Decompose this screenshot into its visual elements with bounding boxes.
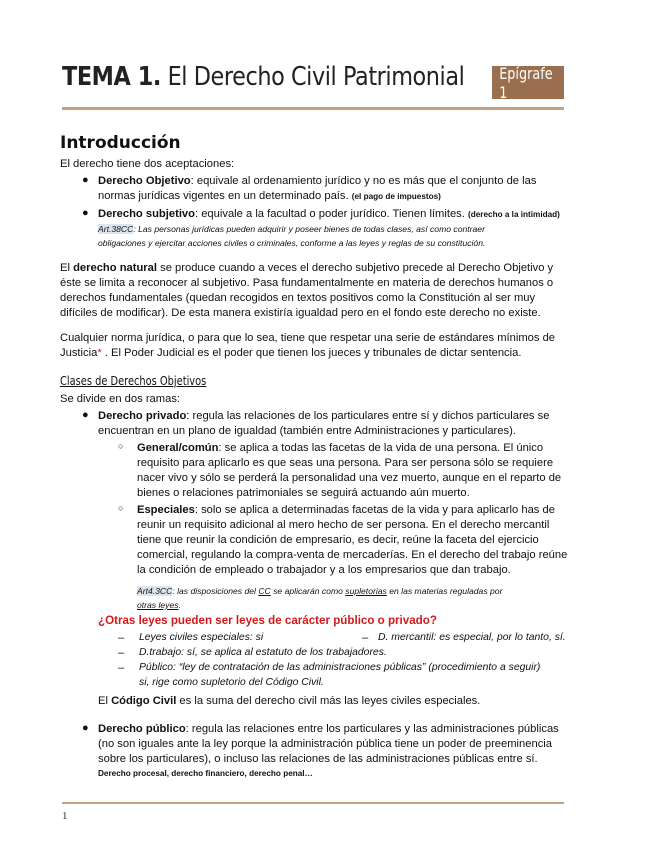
paragraph: El derecho natural se produce cuando a veces el derecho subjetivo precede al Derecho Objetivo y [60,262,554,274]
footnote-marker: * [97,347,102,359]
paragraph: El derecho tiene dos aceptaciones: [60,158,235,170]
dash-item: Leyes civiles especiales: si [139,632,264,643]
list-item: Derecho subjetivo: equivale a la facultad o poder jurídico. Tienen límites. (derecho a la intimidad) [98,208,560,220]
paragraph: El Código Civil es la suma del derecho civil más las leyes civiles especiales. [98,695,481,707]
bullet-icon: ● [82,722,89,734]
paragraph-line: éste se limita a reconocer al subjetivo. Pasa fundamentalmente en materia de derechos humanos o [60,277,554,289]
page-number: 1 [62,810,68,822]
section-heading-clases: Clases de Derechos Objetivos [60,374,207,388]
dash-item-cont: si, rige como supletorio del Código Civil. [139,677,324,688]
header-rule [62,107,564,110]
section-heading-introduccion: Introducción [60,133,181,153]
sub-list-item: Especiales: solo se aplica a determinadas facetas de la vida y para aplicarlo has de [137,504,555,516]
dash-item: Público: “ley de contratación de las administraciones públicas” (procedimiento a seguir) [139,662,541,673]
list-item-cont: sobre los particulares), o incluso las relaciones de las administraciones públicas entre sí. [98,753,538,765]
bullet-icon: ● [82,409,89,421]
paragraph: Cualquier norma jurídica, o para que lo sea, tiene que respetar una serie de estándares mínimos de [60,332,556,344]
sub-list-item-cont: reunir un requisito adicional al mero hecho de ser persona. En el derecho mercantil [137,519,550,531]
article-citation: Art.38CC: Las personas jurídicas pueden adquirir y poseer bienes de todas clases, así como contraer [98,224,485,234]
bullet-icon: ● [82,174,89,186]
paragraph-line: difíciles de modificar). De esta manera existiría igualdad pero en el fondo este derecho no existe. [60,307,541,319]
page-title: TEMA 1. El Derecho Civil Patrimonial [62,62,465,92]
bullet-icon: ● [82,207,89,219]
dash-icon: – [118,632,125,644]
list-item: Derecho privado: regula las relaciones de los particulares entre sí y dichos particulares se [98,410,550,422]
question-heading: ¿Otras leyes pueden ser leyes de carácter público o privado? [98,614,437,627]
sub-list-item-cont: requisito para aplicarlo es que seas una persona. Para ser persona sólo se requiere [137,457,554,469]
circle-bullet-icon: ○ [118,441,124,451]
dash-item: D. mercantil: es especial, por lo tanto, sí. [378,632,566,643]
article-citation: Art4.3CC: las disposiciones del CC se aplicarán como supletorias en las materias reguladas por [137,586,503,596]
note: Derecho procesal, derecho financiero, derecho penal… [98,769,313,778]
paragraph-line: derechos fundamentales (quedan recogidos en textos positivos como la Constitución al ser muy [60,292,536,304]
footer-rule [62,802,564,804]
epigrafe-badge: Epígrafe 1 [492,66,564,99]
list-item-cont: normas jurídicas vigentes en un determinado país. (el pago de impuestos) [98,190,441,202]
article-citation-cont: obligaciones y ejercitar acciones civiles o criminales, conforme a las leyes y reglas de su constitución. [98,238,486,248]
paragraph: Se divide en dos ramas: [60,393,181,405]
list-item-cont: (no son iguales ante la ley porque la administración pública tiene un poder de preeminencia [98,738,553,750]
sub-list-item-cont: tiene que reunir la condición de empresario, es decir, reúne la faceta del ejercicio [137,534,539,546]
list-item: Derecho Objetivo: equivale al ordenamiento jurídico y no es más que el conjunto de las [98,175,537,187]
sub-list-item: General/común: se aplica a todas las facetas de la vida de una persona. El único [137,442,544,454]
dash-icon: – [118,647,125,659]
list-item-cont: encuentran en un plano de igualdad (también entre Administraciones y particulares). [98,425,516,437]
sub-list-item-cont: nacer vivo y sólo se perderá la personalidad una vez muerto, aunque en el reparto de [137,472,562,484]
circle-bullet-icon: ○ [118,503,124,513]
list-item: Derecho público: regula las relaciones entre los particulares y las administraciones públicas [98,723,559,735]
sub-list-item-cont: comercial, regulando la compra-venta de mercaderías. En el derecho del trabajo reúne [137,549,568,561]
sub-list-item-cont: bienes o relaciones patrimoniales se seguirá actuando aún muerto. [137,487,470,499]
paragraph-line: Justicia* . El Poder Judicial es el poder que tienen los jueces y tribunales de dictar sentencia. [60,347,522,359]
dash-icon: – [362,632,369,644]
article-citation-cont: otras leyes. [137,600,181,610]
dash-icon: – [118,662,125,674]
sub-list-item-cont: la condición de empleado o trabajador y a los empresarios que dan trabajo. [137,564,511,576]
dash-item: D.trabajo: sí, se aplica al estatuto de los trabajadores. [139,647,387,658]
